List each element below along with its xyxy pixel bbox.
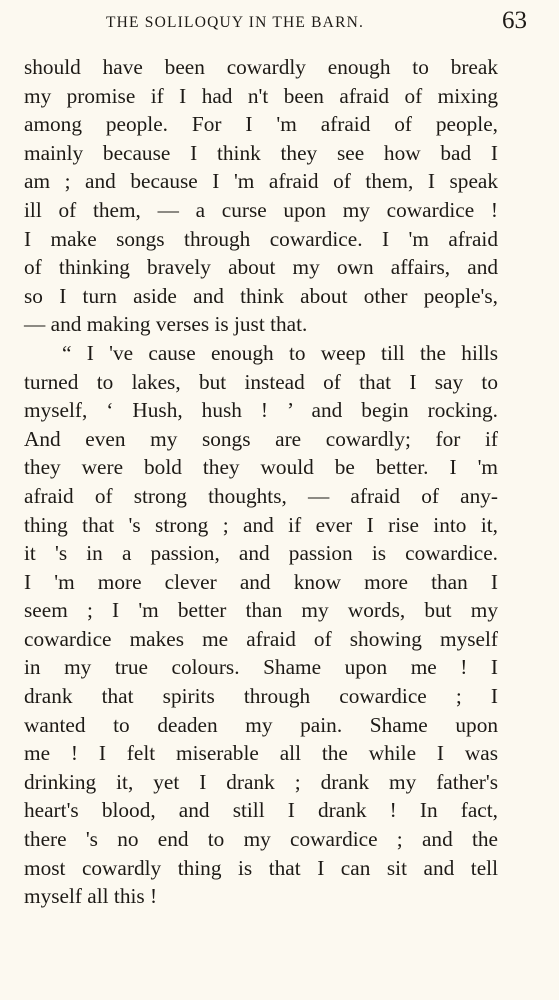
text-line: in my true colours. Shame upon me ! I xyxy=(24,655,498,680)
text-line-paragraph-start: “ I 've cause enough to weep till the hills xyxy=(62,340,498,365)
body-text xyxy=(24,53,498,911)
text-line-paragraph-end: myself all this ! xyxy=(24,884,158,909)
text-line: they were bold they would be better. I 'm xyxy=(24,455,498,480)
text-line: I 'm more clever and know more than I xyxy=(24,569,498,594)
text-line: my promise if I had n't been afraid of mixing xyxy=(24,83,498,108)
text-line: mainly because I think they see how bad I xyxy=(24,140,498,165)
text-line: And even my songs are cowardly; for if xyxy=(24,426,498,451)
text-line: wanted to deaden my pain. Shame upon xyxy=(24,712,498,737)
text-line: should have been cowardly enough to break xyxy=(24,55,498,79)
text-line: most cowardly thing is that I can sit and tell xyxy=(24,855,498,880)
running-title: THE SOLILOQUY IN THE BARN. xyxy=(106,14,365,31)
page-number: 63 xyxy=(502,7,527,34)
text-line: thing that 's strong ; and if ever I rise into it, xyxy=(24,512,498,537)
text-line: I make songs through cowardice. I 'm afraid xyxy=(24,226,498,251)
text-line: among people. For I 'm afraid of people, xyxy=(24,112,498,137)
text-line: drinking it, yet I drank ; drank my father's xyxy=(24,769,498,794)
text-line: drank that spirits through cowardice ; I xyxy=(24,684,498,709)
text-line: seem ; I 'm better than my words, but my xyxy=(24,598,498,623)
text-line: of thinking bravely about my own affairs, and xyxy=(24,255,498,280)
text-line: heart's blood, and still I drank ! In fact, xyxy=(24,798,498,823)
text-line: afraid of strong thoughts, — afraid of any- xyxy=(24,483,498,508)
text-line-paragraph-end: — and making verses is just that. xyxy=(24,312,308,337)
text-line: cowardice makes me afraid of showing myself xyxy=(24,626,498,651)
text-line: there 's no end to my cowardice ; and the xyxy=(24,827,498,852)
text-line: me ! I felt miserable all the while I was xyxy=(24,741,498,766)
text-line: turned to lakes, but instead of that I say to xyxy=(24,369,498,394)
text-line: am ; and because I 'm afraid of them, I speak xyxy=(24,169,498,194)
running-header xyxy=(26,8,533,48)
text-line: so I turn aside and think about other people's, xyxy=(24,283,498,308)
text-line: myself, ‘ Hush, hush ! ’ and begin rocking. xyxy=(24,398,498,423)
text-line: ill of them, — a curse upon my cowardice ! xyxy=(24,197,498,222)
text-line: it 's in a passion, and passion is cowardice. xyxy=(24,541,498,566)
